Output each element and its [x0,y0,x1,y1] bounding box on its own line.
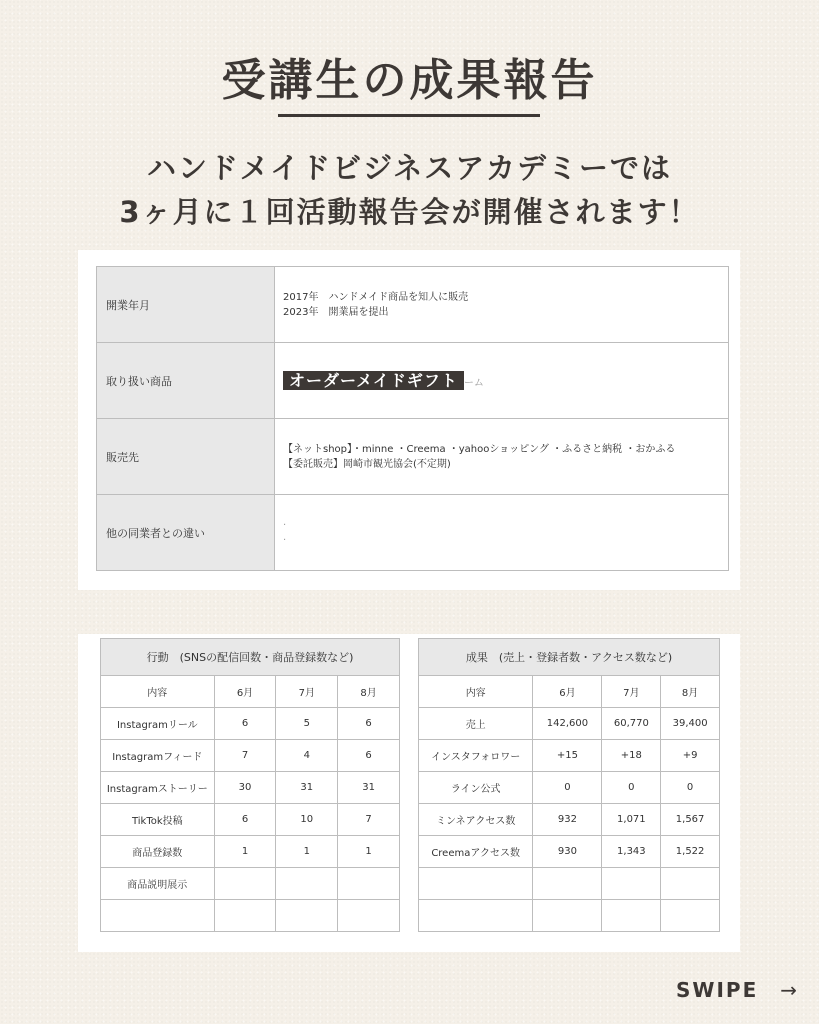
table-row [101,804,400,836]
cell-value: 1 [338,836,400,868]
cell-value: 1,567 [661,804,720,836]
value-line: 2023年 開業届を提出 [283,306,389,318]
cell-value: 142,600 [533,708,602,740]
row-label: インスタフォロワー [419,740,533,772]
cell-value: 0 [661,772,720,804]
cell-value: 932 [533,804,602,836]
column-header: 6月 [214,676,276,708]
table-row [419,804,720,836]
table-row [97,267,729,343]
cell-value: 6 [214,708,276,740]
table-row [419,900,720,932]
row-label: Instagramリール [101,708,215,740]
cell-value: +9 [661,740,720,772]
cell-value [214,900,276,932]
subtitle-line-1: ハンドメイドビジネスアカデミーでは [147,151,672,185]
value-line: 2017年 ハンドメイド商品を知人に販売 [283,291,469,303]
cell-value: 39,400 [661,708,720,740]
cell-value: 0 [602,772,661,804]
cell-value: 60,770 [602,708,661,740]
arrow-right-icon: → [780,978,799,1002]
cell-value [661,868,720,900]
cell-value: 6 [338,740,400,772]
table-row [419,772,720,804]
cell-value [533,900,602,932]
row-label [101,900,215,932]
table-row [101,772,400,804]
cell-value: 7 [214,740,276,772]
cell-value: 7 [338,804,400,836]
column-header: 8月 [338,676,400,708]
row-label: 商品説明展示 [101,868,215,900]
cell-value: +18 [602,740,661,772]
cell-value: 31 [276,772,338,804]
subtitle [0,146,819,234]
report-panel [78,634,740,952]
table-row [101,740,400,772]
title-underline [278,114,540,117]
table-row [97,343,729,419]
column-header-row [101,676,400,708]
value-line: 【ネットshop】・minne ・Creema ・yahooショッピング ・ふるさと納税 ・おかふる [283,443,676,455]
swipe-hint[interactable] [676,978,799,1002]
table-row [419,708,720,740]
row-label: 取り扱い商品 [97,343,275,419]
table-title: 成果 (売上・登録者数・アクセス数など) [419,639,720,676]
row-label: 他の同業者との違い [97,495,275,571]
row-label: 販売先 [97,419,275,495]
cell-value: 1,522 [661,836,720,868]
row-value [275,419,729,495]
cell-value: 6 [338,708,400,740]
product-highlight: オーダーメイドギフト [283,371,464,390]
cell-value: 1 [214,836,276,868]
cell-value [338,900,400,932]
cell-value: 4 [276,740,338,772]
cell-value: 31 [338,772,400,804]
cell-value: 6 [214,804,276,836]
column-header-row [419,676,720,708]
column-header: 8月 [661,676,720,708]
table-row [101,708,400,740]
actions-table [100,638,400,932]
results-table [418,638,720,932]
column-header: 6月 [533,676,602,708]
table-header-row [101,639,400,676]
subtitle-line-2: 3ヶ月に１回活動報告会が開催されます！ [119,195,700,229]
table-row [97,495,729,571]
row-label: 商品登録数 [101,836,215,868]
value-line: · [283,534,287,546]
swipe-label: SWIPE [676,978,759,1002]
row-label: Creemaアクセス数 [419,836,533,868]
row-label: ライン公式 [419,772,533,804]
cell-value: 1,343 [602,836,661,868]
table-header-row [419,639,720,676]
row-value [275,267,729,343]
row-value [275,495,729,571]
page-title: 受講生の成果報告 [221,55,598,106]
row-label: 売上 [419,708,533,740]
row-value [275,343,729,419]
faint-text: ーム [463,377,484,389]
row-label: TikTok投稿 [101,804,215,836]
table-row [419,836,720,868]
cell-value: 5 [276,708,338,740]
row-label: Instagramフィード [101,740,215,772]
table-row [101,868,400,900]
cell-value: +15 [533,740,602,772]
column-header: 7月 [602,676,661,708]
profile-panel [78,250,740,590]
column-header: 7月 [276,676,338,708]
column-header: 内容 [101,676,215,708]
table-row [419,740,720,772]
cell-value [661,900,720,932]
cell-value: 10 [276,804,338,836]
table-row [419,868,720,900]
value-line: · [283,519,287,531]
cell-value [602,900,661,932]
row-label: ミンネアクセス数 [419,804,533,836]
cell-value [214,868,276,900]
cell-value [276,900,338,932]
cell-value: 0 [533,772,602,804]
cell-value [276,868,338,900]
cell-value [338,868,400,900]
cell-value [602,868,661,900]
table-row [97,419,729,495]
cell-value: 1,071 [602,804,661,836]
table-title: 行動 (SNSの配信回数・商品登録数など) [101,639,400,676]
table-row [101,900,400,932]
value-line: 【委託販売】岡崎市観光協会(不定期) [283,458,451,470]
column-header: 内容 [419,676,533,708]
cell-value: 930 [533,836,602,868]
cell-value [533,868,602,900]
cell-value: 30 [214,772,276,804]
row-label [419,868,533,900]
row-label [419,900,533,932]
cell-value: 1 [276,836,338,868]
table-row [101,836,400,868]
row-label: Instagramストーリー [101,772,215,804]
row-label: 開業年月 [97,267,275,343]
profile-table [96,266,729,571]
